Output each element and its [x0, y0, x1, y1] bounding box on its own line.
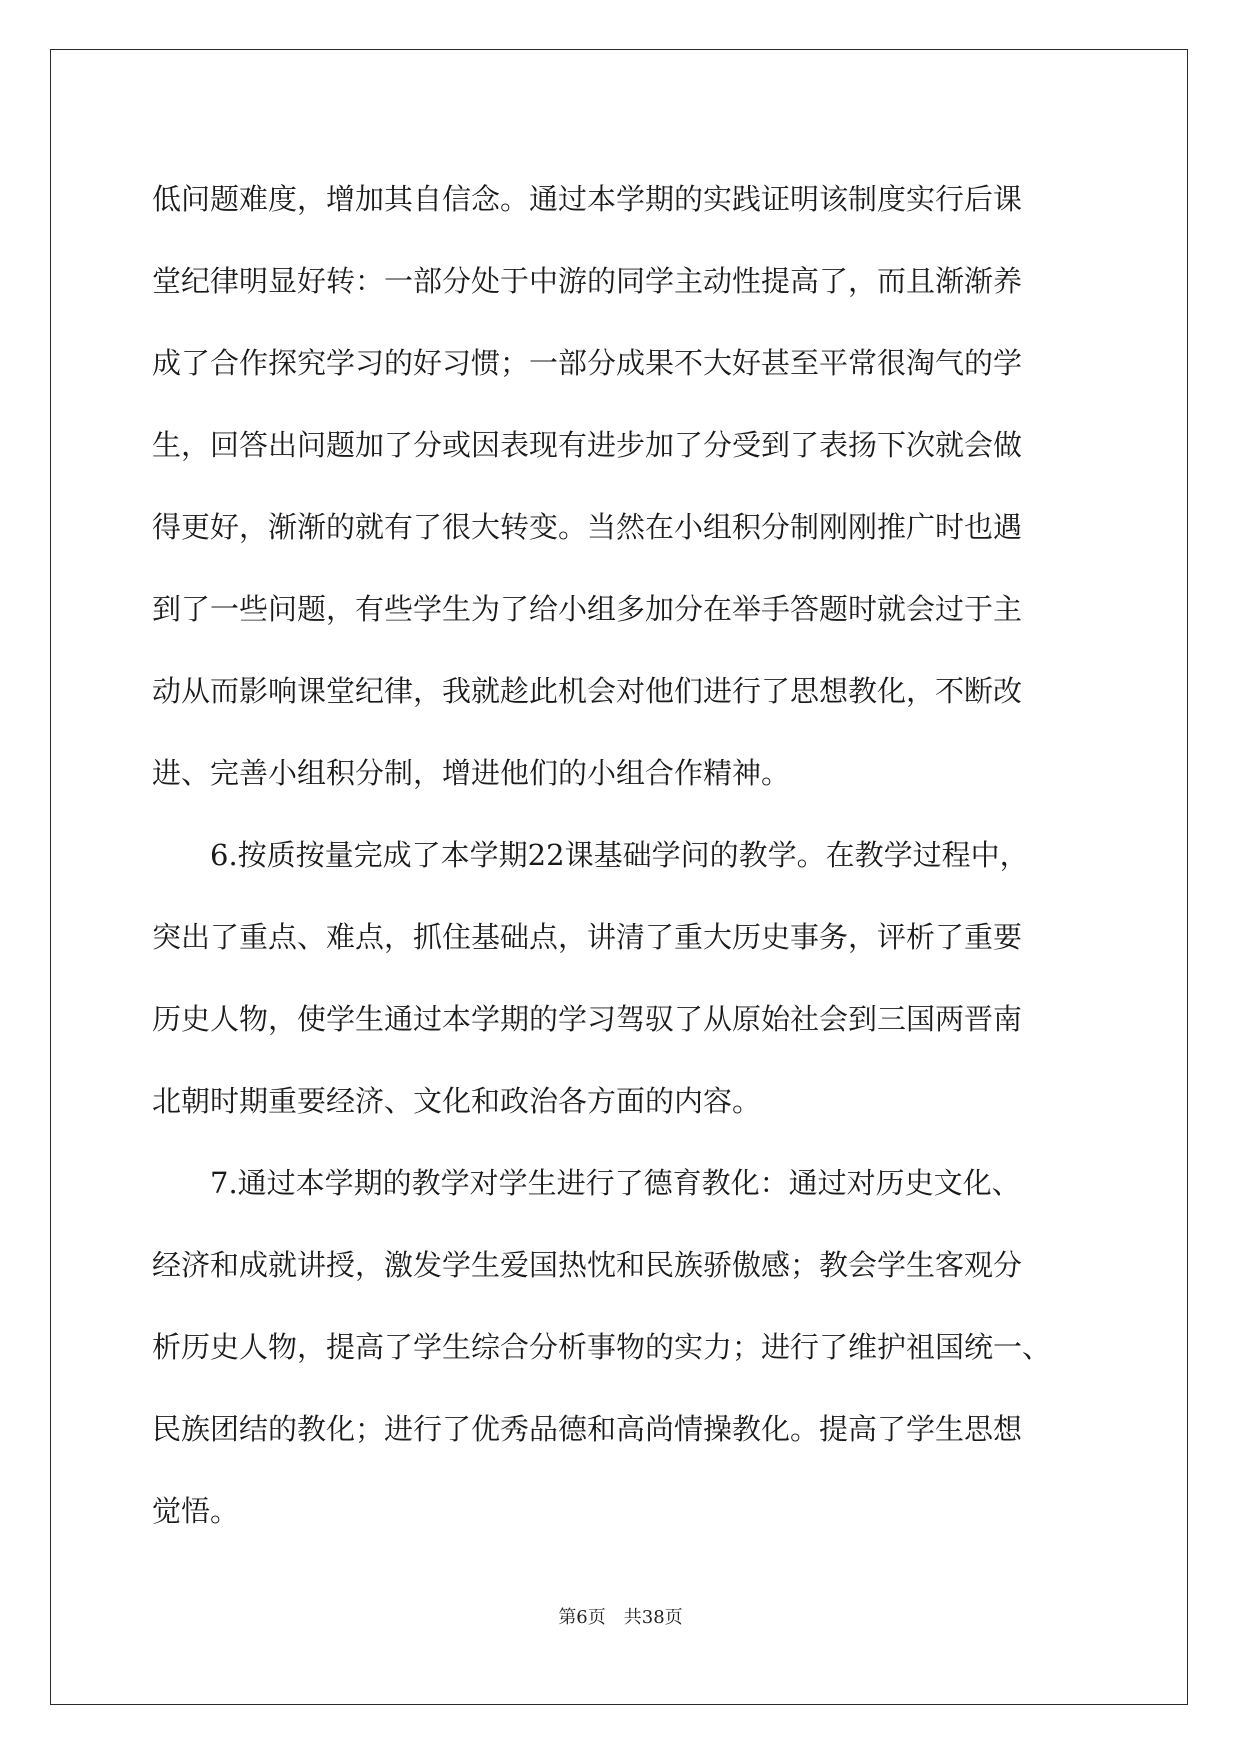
text-line: 低问题难度，增加其自信念。通过本学期的实践证明该制度实行后课 — [152, 182, 1023, 216]
text-line: 堂纪律明显好转：一部分处于中游的同学主动性提高了，而且渐渐养 — [152, 264, 1023, 298]
text-line: 动从而影响课堂纪律，我就趁此机会对他们进行了思想教化，不断改 — [152, 674, 1023, 708]
text-line: 析历史人物，提高了学生综合分析事物的实力；进行了维护祖国统一、 — [152, 1330, 1052, 1364]
text-line: 觉悟。 — [152, 1494, 240, 1528]
text-line: 经济和成就讲授，激发学生爱国热忱和民族骄傲感；教会学生客观分 — [152, 1248, 1023, 1282]
document-body — [152, 158, 1092, 1552]
text-line: 进、完善小组积分制，增进他们的小组合作精神。 — [152, 756, 791, 790]
text-line: 6.按质按量完成了本学期22课基础学问的教学。在教学过程中， — [152, 838, 1029, 872]
text-line: 历史人物，使学生通过本学期的学习驾驭了从原始社会到三国两晋南 — [152, 1002, 1023, 1036]
text-line: 成了合作探究学习的好习惯；一部分成果不大好甚至平常很淘气的学 — [152, 346, 1023, 380]
page-number-footer: 第6页 共38页 — [558, 1607, 683, 1628]
text-line: 得更好，渐渐的就有了很大转变。当然在小组积分制刚刚推广时也遇 — [152, 510, 1023, 544]
text-line: 7.通过本学期的教学对学生进行了德育教化：通过对历史文化、 — [152, 1166, 1021, 1200]
text-line: 生，回答出问题加了分或因表现有进步加了分受到了表扬下次就会做 — [152, 428, 1023, 462]
text-line: 到了一些问题，有些学生为了给小组多加分在举手答题时就会过于主 — [152, 592, 1023, 626]
text-line: 突出了重点、难点，抓住基础点，讲清了重大历史事务，评析了重要 — [152, 920, 1023, 954]
text-line: 民族团结的教化；进行了优秀品德和高尚情操教化。提高了学生思想 — [152, 1412, 1023, 1446]
text-line: 北朝时期重要经济、文化和政治各方面的内容。 — [152, 1084, 762, 1118]
